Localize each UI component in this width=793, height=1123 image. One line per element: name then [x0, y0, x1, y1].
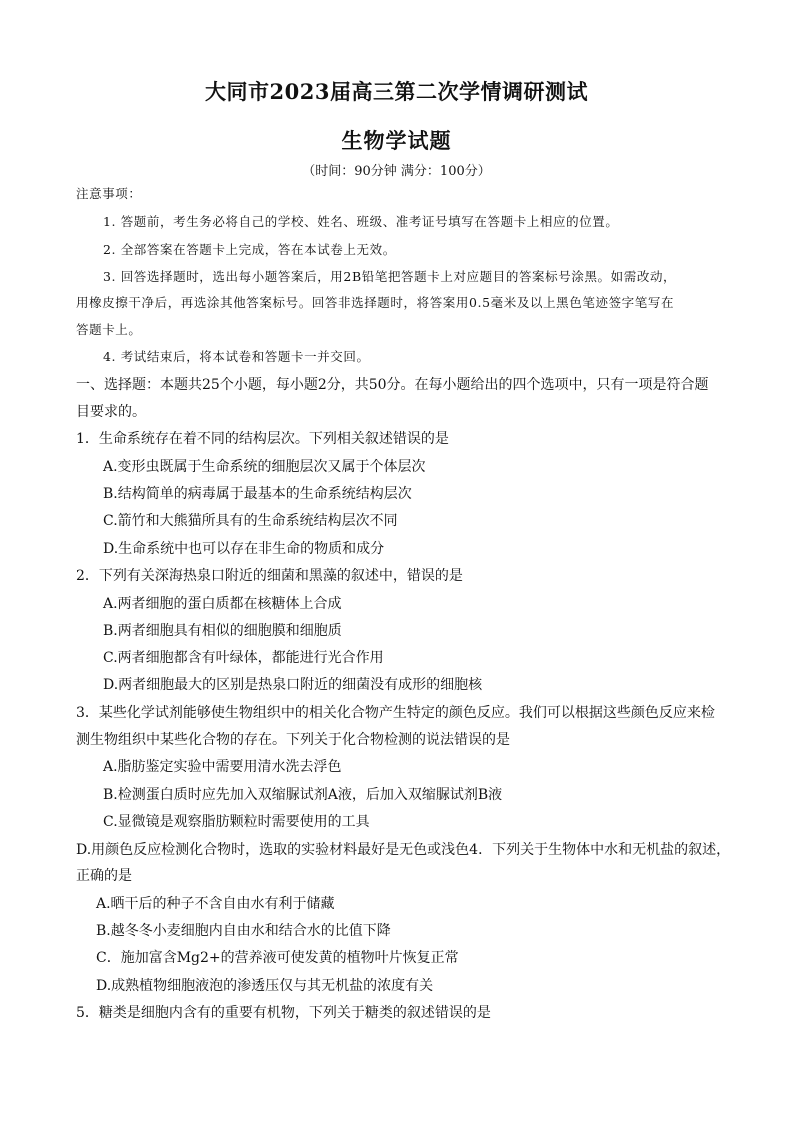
- question-1-option-b: B.结构简单的病毒属于最基本的生命系统结构层次: [103, 486, 412, 502]
- question-2-option-b: B.两者细胞具有相似的细胞膜和细胞质: [103, 623, 342, 639]
- note-3-line-1: 3. 回答选择题时，选出每小题答案后，用2B铅笔把答题卡上对应题目的答案标号涂黑。如需改动，: [103, 269, 677, 284]
- note-4: 4. 考试结束后，将本试卷和答题卡一并交回。: [103, 349, 370, 364]
- question-2-option-c: C.两者细胞都含有叶绿体，都能进行光合作用: [103, 650, 384, 666]
- page-title: 大同市2023届高三第二次学情调研测试: [205, 79, 588, 104]
- question-4-option-d: D.成熟植物细胞液泡的渗透压仅与其无机盐的浓度有关: [96, 978, 434, 994]
- question-1-option-a: A.变形虫既属于生命系统的细胞层次又属于个体层次: [103, 459, 426, 475]
- question-2-option-a: A.两者细胞的蛋白质都在核糖体上合成: [103, 596, 342, 612]
- question-3-stem-line-1: 3．某些化学试剂能够使生物组织中的相关化合物产生特定的颜色反应。我们可以根据这些颜色反应来检: [76, 705, 715, 721]
- question-1-option-d: D.生命系统中也可以存在非生命的物质和成分: [103, 541, 385, 557]
- question-4-option-c: C．施加富含Mg2+的营养液可使发黄的植物叶片恢复正常: [96, 950, 459, 966]
- question-3-option-d-and-question-4-stem: D.用颜色反应检测化合物时，选取的实验材料最好是无色或浅色4．下列关于生物体中水和无机盐的叙述，: [76, 842, 731, 858]
- notes-heading: 注意事项：: [76, 186, 142, 201]
- question-3-option-c: C.显微镜是观察脂肪颗粒时需要使用的工具: [103, 814, 370, 830]
- note-2: 2. 全部答案在答题卡上完成，答在本试卷上无效。: [103, 242, 396, 257]
- question-2-option-d: D.两者细胞最大的区别是热泉口附近的细菌没有成形的细胞核: [103, 677, 483, 693]
- note-1: 1. 答题前，考生务必将自己的学校、姓名、班级、准考证号填写在答题卡上相应的位置。: [103, 214, 619, 229]
- section-heading-line-1: 一、选择题：本题共25个小题，每小题2分，共50分。在每小题给出的四个选项中，只有一项是符合题: [76, 377, 709, 393]
- question-1-stem: 1．生命系统存在着不同的结构层次。下列相关叙述错误的是: [76, 431, 449, 447]
- question-3-stem-line-2: 测生物组织中某些化合物的存在。下列关于化合物检测的说法错误的是: [76, 732, 510, 748]
- section-heading-line-2: 目要求的。: [76, 404, 146, 420]
- exam-info: （时间：90分钟 满分：100分）: [302, 164, 491, 179]
- note-3-line-3: 答题卡上。: [76, 322, 142, 337]
- question-2-stem: 2．下列有关深海热泉口附近的细菌和黑藻的叙述中，错误的是: [76, 568, 463, 584]
- page-subtitle: 生物学试题: [341, 128, 452, 153]
- question-1-option-c: C.箭竹和大熊猫所具有的生命系统结构层次不同: [103, 513, 398, 529]
- question-5-stem: 5．糖类是细胞内含有的重要有机物，下列关于糖类的叙述错误的是: [76, 1005, 491, 1021]
- note-3-line-2: 用橡皮擦干净后，再选涂其他答案标号。回答非选择题时，将答案用0.5毫米及以上黑色笔迹签字笔写在: [76, 295, 675, 310]
- question-4-option-a: A.晒干后的种子不含自由水有利于储藏: [96, 896, 335, 912]
- question-4-option-b: B.越冬冬小麦细胞内自由水和结合水的比值下降: [96, 923, 391, 939]
- question-3-option-b: B.检测蛋白质时应先加入双缩脲试剂A液，后加入双缩脲试剂B液: [103, 787, 503, 803]
- question-4-stem-continued: 正确的是: [76, 868, 132, 884]
- question-3-option-a: A.脂肪鉴定实验中需要用清水洗去浮色: [103, 759, 342, 775]
